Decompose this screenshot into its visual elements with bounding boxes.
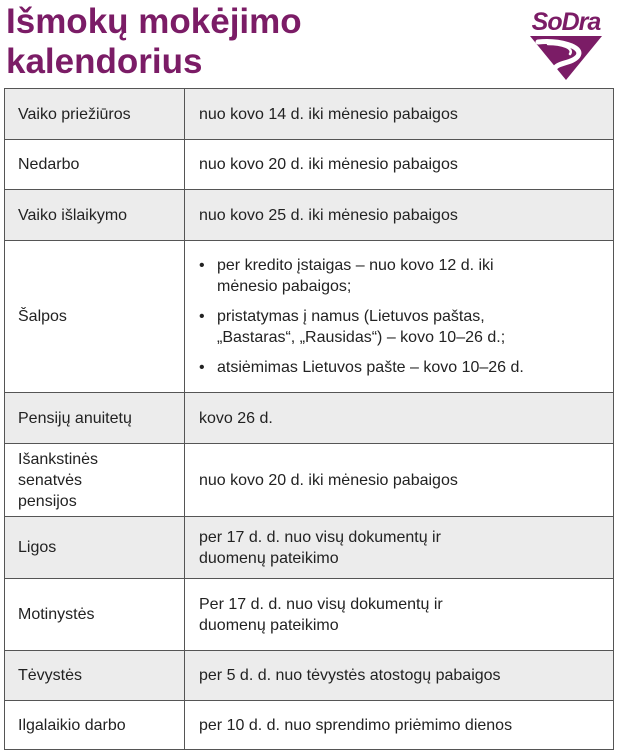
- payment-calendar-table: [4, 88, 614, 750]
- table-row: [4, 579, 614, 651]
- list-item: • atsiėmimas Lietuvos pašte – kovo 10–26 d.: [199, 357, 557, 378]
- benefit-type: Vaiko išlaikymo: [4, 190, 185, 240]
- logo-emblem-icon: [528, 34, 604, 82]
- payment-schedule: nuo kovo 20 d. iki mėnesio pabaigos: [185, 140, 614, 189]
- payment-schedule: [185, 241, 614, 392]
- page-title: [6, 2, 302, 82]
- table-row: [4, 517, 614, 579]
- title-line-1: Išmokų mokėjimo: [6, 2, 302, 41]
- benefit-type: Motinystės: [4, 579, 185, 650]
- benefit-type: Šalpos: [4, 241, 185, 392]
- payment-schedule: nuo kovo 20 d. iki mėnesio pabaigos: [185, 444, 614, 516]
- table-row: [4, 89, 614, 140]
- benefit-type: Ilgalaikio darbo: [4, 701, 185, 749]
- payment-schedule: kovo 26 d.: [185, 393, 614, 443]
- payment-schedule: per 5 d. d. nuo tėvystės atostogų pabaigos: [185, 651, 614, 700]
- payment-schedule: nuo kovo 14 d. iki mėnesio pabaigos: [185, 89, 614, 139]
- table-row: [4, 393, 614, 444]
- payment-schedule: Per 17 d. d. nuo visų dokumentų ir duomenų pateikimo: [185, 579, 614, 650]
- payment-schedule: per 17 d. d. nuo visų dokumentų ir duomenų pateikimo: [185, 517, 614, 578]
- benefit-type: Nedarbo: [4, 140, 185, 189]
- title-line-2: kalendorius: [6, 42, 203, 81]
- payment-options-list: [199, 255, 557, 378]
- benefit-type: Ligos: [4, 517, 185, 578]
- list-item: • pristatymas į namus (Lietuvos paštas, „Bastaras“, „Rausidas“) – kovo 10–26 d.;: [199, 306, 557, 348]
- payment-schedule: per 10 d. d. nuo sprendimo priėmimo dienos: [185, 701, 614, 749]
- table-row: [4, 701, 614, 750]
- benefit-type: Tėvystės: [4, 651, 185, 700]
- table-row: [4, 140, 614, 190]
- benefit-type: Išankstinės senatvės pensijos: [4, 444, 185, 516]
- table-row: [4, 190, 614, 241]
- table-row: [4, 241, 614, 393]
- benefit-type: Vaiko priežiūros: [4, 89, 185, 139]
- logo-text: SoDra: [531, 8, 601, 36]
- sodra-logo: [516, 8, 616, 84]
- table-row: [4, 651, 614, 701]
- benefit-type: Pensijų anuitetų: [4, 393, 185, 443]
- table-row: [4, 444, 614, 517]
- list-item: • per kredito įstaigas – nuo kovo 12 d. iki mėnesio pabaigos;: [199, 255, 517, 297]
- payment-schedule: nuo kovo 25 d. iki mėnesio pabaigos: [185, 190, 614, 240]
